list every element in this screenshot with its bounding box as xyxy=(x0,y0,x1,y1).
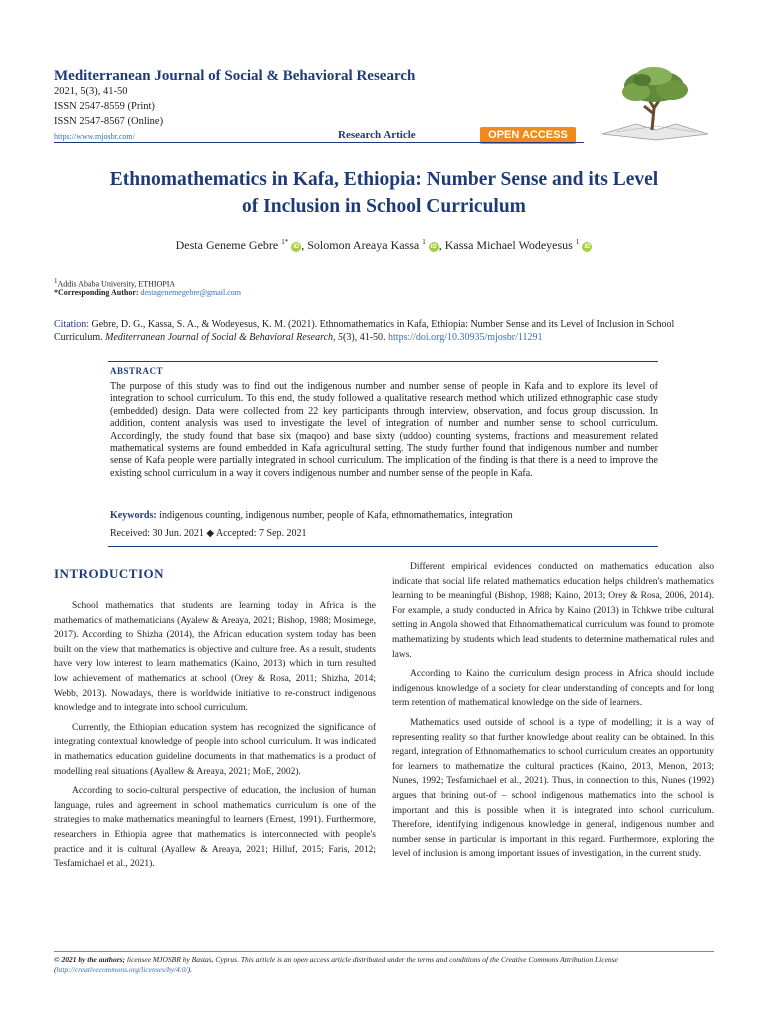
corresponding-email-link[interactable]: destagenemegebre@gmail.com xyxy=(140,288,241,297)
author-1: Desta Geneme Gebre xyxy=(175,238,279,252)
affiliation-sup: 1 xyxy=(54,277,58,285)
keywords-text: indigenous counting, indigenous number, people of Kafa, ethnomathematics, integration xyxy=(159,510,513,521)
title-line-1: Ethnomathematics in Kafa, Ethiopia: Number Sense and its Level xyxy=(109,169,659,190)
keywords xyxy=(110,510,658,521)
license-end: ). xyxy=(187,965,192,974)
paragraph: Currently, the Ethiopian education system has recognized the significance of integrating contextual knowledge of people into school curriculum. It was indicated in mathematics education guideline documents in that mathematics is a product of modelling real situations (Ayallew & Areaya, 2021; MoE, 2002). xyxy=(54,722,376,777)
paragraph: Different empirical evidences conducted on mathematics education also indicate that social life related mathematics education helps children's mathematics learning to be meaningful (Bishop, 1988; Kaino, 2013; Orey & Rosa, 2006, 2014). For example, a study conducted in Africa by Kaino (2013) in Tchkwe tribe cultural setting in Angola showed that Ethnomathematical curriculum was found to promote mathematizing by students which lead students to determine mathematical rules and laws. xyxy=(392,562,714,660)
header-rule xyxy=(54,142,584,143)
license-text: licensee MJOSBR by Bastas, Cyprus. This article is an open access article distributed under the terms and conditions of the Creative Commons Attribution License ( xyxy=(54,955,618,974)
affiliation xyxy=(54,277,175,289)
affiliation-text: Addis Ababa University, ETHIOPIA xyxy=(57,279,176,289)
license-footer xyxy=(54,955,714,975)
author-2-sup: 1 xyxy=(422,238,426,246)
right-column xyxy=(392,560,714,867)
abstract-heading: ABSTRACT xyxy=(110,366,164,376)
journal-url-link[interactable]: https://www.mjosbr.com/ xyxy=(54,132,135,141)
journal-logo-tree-icon xyxy=(596,64,714,142)
paragraph: School mathematics that students are learning today in Africa is the mathematics of mathematicians (Ayalew & Areaya, 2021; Bishop, 1988; Mosimege, 2017). According to Shizha (2014), the African education system today has been built on the view that mathematics is objective and culture free. As a result, students have very low interest to learn mathematics (Kaino, 2013) which in turn resulted low achievement of mathematics at school (Orey & Rosa, 2011; Shizha, 2014; Webb, 2013). Nowadays, there is worldwide initiative to re-construct indigenous knowledge and to integrate into school curriculum. xyxy=(54,601,376,714)
journal-title: Mediterranean Journal of Social & Behavioral Research xyxy=(54,68,416,84)
citation-journal: Mediterranean Journal of Social & Behavioral Research, 5 xyxy=(105,332,344,343)
footer-rule xyxy=(54,951,714,952)
citation-label: Citation: xyxy=(54,319,89,330)
doi-link[interactable]: https://doi.org/10.30935/mjosbr/11291 xyxy=(388,332,543,343)
citation-text: Gebre, D. G., Kassa, S. A., & Wodeyesus, K. M. (2021). Ethnomathematics in Kafa, Ethiopia: Number Sense and its Level of Inclusion in School Curriculum. xyxy=(54,319,675,343)
paragraph: According to Kaino the curriculum design process in Africa should include indigenous knowledge of a society for clear understanding of concepts and for long term retention of mathematical knowledge on the side of learners. xyxy=(392,669,714,709)
citation xyxy=(54,318,716,344)
copyright: © 2021 by the authors; xyxy=(54,955,126,964)
volume-info: 2021, 5(3), 41-50 xyxy=(54,86,128,97)
corresponding-label: *Corresponding Author: xyxy=(54,288,139,297)
issn-print: ISSN 2547-8559 (Print) xyxy=(54,101,155,112)
open-access-badge: OPEN ACCESS xyxy=(480,127,576,144)
author-list: Desta Geneme Gebre $^{1*}$ iD , Solomon Areaya Kassa $^1$ iD , Kassa Michael Wodeyesus $^1$ iD xyxy=(175,238,591,252)
author-2: Solomon Areaya Kassa xyxy=(307,238,420,252)
issn-online: ISSN 2547-8567 (Online) xyxy=(54,116,164,127)
corresponding-author xyxy=(54,288,241,297)
title-line-2: of Inclusion in School Curriculum xyxy=(242,196,526,217)
license-link[interactable]: http://creativecommons.org/licenses/by/4.0/ xyxy=(56,965,188,974)
author-1-sup: 1* xyxy=(281,238,289,246)
paragraph: According to socio-cultural perspective of education, the inclusion of human language, rules and agreement in school mathematics curriculum is one of the strategies to make mathematics meaningful to learners (Ernest, 1991). Furthermore, researchers in Ethiopia agree that mathematics is interconnected with people's practice and it is cultural (Ayallew & Areaya, 2021; Hilluf, 2015; Faris, 2012; Tesfamichael et al., 2021). xyxy=(54,786,376,870)
orcid-icon[interactable]: iD xyxy=(584,244,591,250)
introduction-heading: INTRODUCTION xyxy=(54,566,165,581)
author-3: Kassa Michael Wodeyesus xyxy=(444,238,573,252)
citation-pages: (3), 41-50. xyxy=(343,332,386,343)
article-title xyxy=(40,166,728,220)
paragraph: Mathematics used outside of school is a type of modelling; it is a way of representing reality so that further knowledge about reality can be obtained. In this regard, integration of Ethnomathematics to school curriculum creates an opportunity for learners to mathematize the cultural practices (Kaino, 2013, Menon, 2013; Nunes, 1992; Tesfamichael et al., 2021). Thus, in connection to this, Nunes (1992) argues that brining out-of – school indigenous mathematics into the school is important and this is possible when it is integrated into school curriculum. Therefore, identifying indigenous knowledge in general, indigenous number and number sense in particular is important in this regard. Furthermore, exploring the level of inclusion is among important issues of investigation, in the current study. xyxy=(392,717,714,860)
article-type-label: Research Article xyxy=(338,129,416,141)
received-accepted-dates: Received: 30 Jun. 2021 ◆ Accepted: 7 Sep. 2021 xyxy=(110,528,307,539)
abstract-body: The purpose of this study was to find out the indigenous number and number sense of people in Kafa and to explore its level of integration to school curriculum. To this end, the study followed a qualitative research method which utilized ethnographic case study (embedded) design. Data were collected from 22 key participants through interview, observation, and focus group discussion. In addition, content analysis was used to investigate the level of integration of number and number sense to school curriculum. Accordingly, the study found that base six (maqoo) and base sixty (uddoo) counting systems, fractions and measurement related mathematical systems are found embedded in Kafa agricultural setting. The study further found that indigenous number and number sense of Kafa people were partially integrated in school curriculum. The implication of the finding is that there is a need to improve the existing school curriculum in a way it covers indigenous number and number sense of the people in Kafa. xyxy=(110,381,658,479)
left-column xyxy=(54,599,376,877)
orcid-icon[interactable]: iD xyxy=(293,244,300,250)
orcid-icon[interactable]: iD xyxy=(430,244,437,250)
keywords-label: Keywords: xyxy=(110,510,157,521)
author-3-sup: 1 xyxy=(575,238,580,246)
